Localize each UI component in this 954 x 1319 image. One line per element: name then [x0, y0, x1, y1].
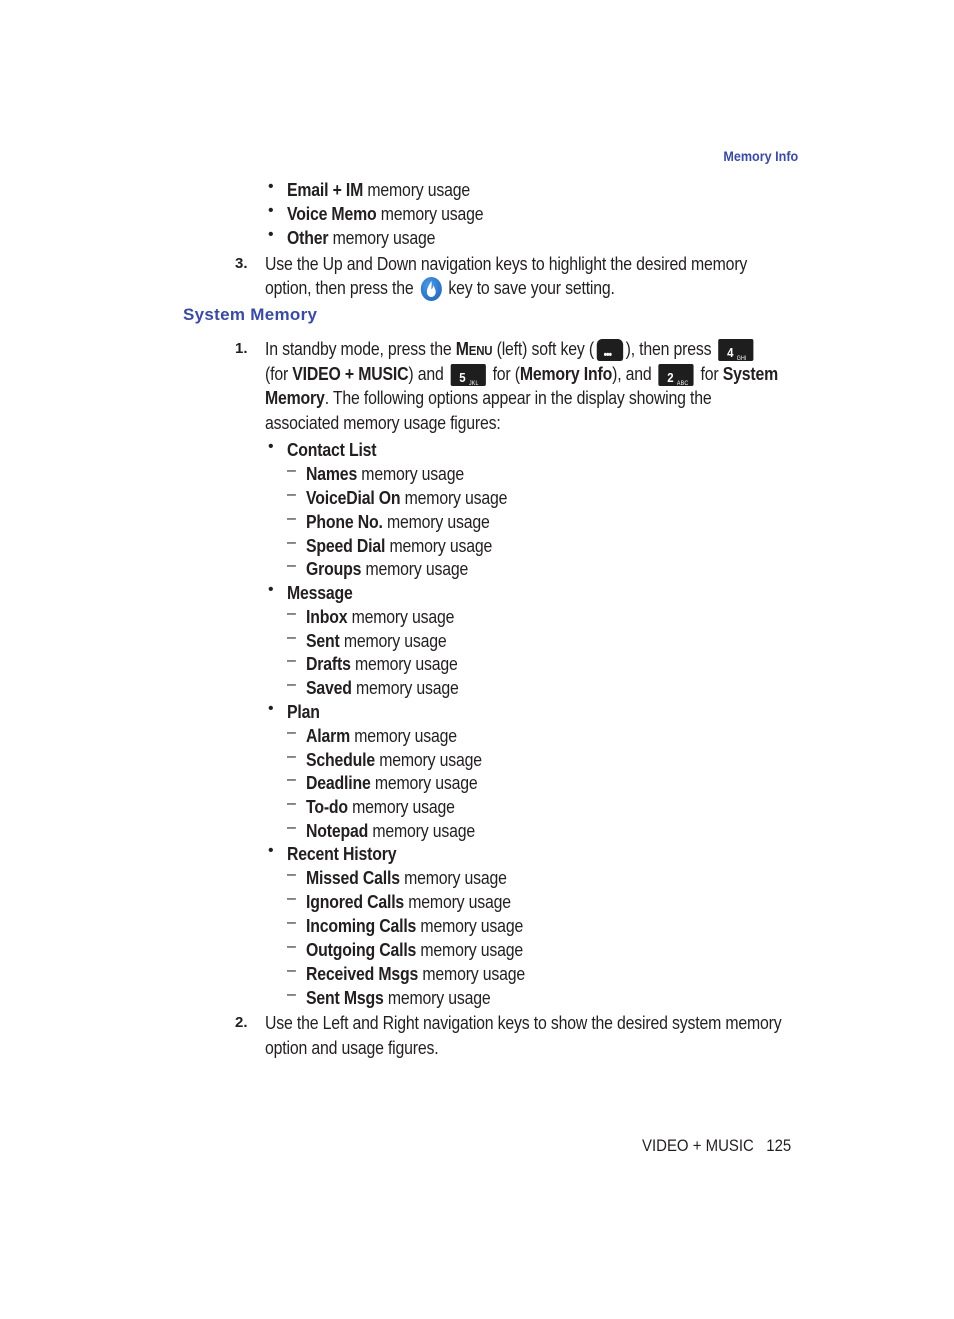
dash-icon: – — [287, 938, 296, 955]
dash-icon: – — [287, 676, 296, 693]
list-item: To-do memory usage — [306, 797, 455, 817]
list-item: Sent Msgs memory usage — [306, 988, 491, 1008]
page-number: 125 — [766, 1136, 792, 1155]
list-item: Alarm memory usage — [306, 726, 457, 746]
list-item: Received Msgs memory usage — [306, 964, 526, 984]
list-item: Inbox memory usage — [306, 607, 455, 627]
dash-icon: – — [287, 605, 296, 622]
list-item: Voice Memo memory usage — [287, 204, 484, 224]
list-item: Speed Dial memory usage — [306, 536, 493, 556]
section-title: System Memory — [183, 305, 318, 324]
list-item: Email + IM memory usage — [287, 180, 471, 200]
bullet-icon: • — [268, 178, 274, 195]
dash-icon: – — [287, 771, 296, 788]
list-item: Other memory usage — [287, 228, 436, 248]
bullet-icon: • — [268, 226, 274, 243]
list-item: Incoming Calls memory usage — [306, 916, 524, 936]
dash-icon: – — [287, 557, 296, 574]
bullet-icon: • — [268, 438, 274, 455]
dash-icon: – — [287, 652, 296, 669]
list-item: Deadline memory usage — [306, 773, 478, 793]
ok-key-icon — [420, 277, 441, 301]
running-header: Memory Info — [723, 148, 798, 164]
dash-icon: – — [287, 819, 296, 836]
dash-icon: – — [287, 914, 296, 931]
list-item: Groups memory usage — [306, 559, 469, 579]
key-4-icon: 4 GHI — [718, 339, 753, 361]
list-item: VoiceDial On memory usage — [306, 488, 508, 508]
step-number: 2. — [235, 1014, 248, 1031]
key-2-icon: 2 ABC — [658, 364, 693, 386]
left-soft-key-icon: ••• — [597, 339, 623, 361]
list-item: Notepad memory usage — [306, 821, 476, 841]
list-item: Sent memory usage — [306, 631, 447, 651]
dash-icon: – — [287, 986, 296, 1003]
dash-icon: – — [287, 724, 296, 741]
step-text-line: associated memory usage figures: — [265, 413, 501, 433]
dash-icon: – — [287, 748, 296, 765]
list-item: Missed Calls memory usage — [306, 868, 507, 888]
menu-key-label: Menu — [455, 339, 493, 359]
step-text-line: Use the Left and Right navigation keys to show the desired system memory — [265, 1013, 782, 1033]
dash-icon: – — [287, 890, 296, 907]
step-text-line: In standby mode, press the Menu (left) soft key ( ••• ), then press 4 GHI — [265, 337, 756, 361]
list-item: Saved memory usage — [306, 678, 459, 698]
step-number: 3. — [235, 255, 248, 272]
dash-icon: – — [287, 462, 296, 479]
list-item: Outgoing Calls memory usage — [306, 940, 524, 960]
group-title: Recent History — [287, 844, 397, 864]
group-title: Plan — [287, 702, 320, 722]
step-text-line: Use the Up and Down navigation keys to highlight the desired memory — [265, 254, 748, 274]
step-text-line: option and usage figures. — [265, 1038, 439, 1058]
list-item: Drafts memory usage — [306, 654, 458, 674]
dash-icon: – — [287, 866, 296, 883]
dash-icon: – — [287, 795, 296, 812]
step-text-line: option, then press the key to save your setting. — [265, 276, 615, 301]
list-item: Names memory usage — [306, 464, 464, 484]
bullet-icon: • — [268, 842, 274, 859]
page-footer — [642, 1136, 791, 1156]
list-item: Ignored Calls memory usage — [306, 892, 511, 912]
list-item: Phone No. memory usage — [306, 512, 490, 532]
dash-icon: – — [287, 629, 296, 646]
footer-section: VIDEO + MUSIC — [642, 1136, 754, 1155]
key-5-icon: 5 JKL — [451, 364, 486, 386]
list-item: Schedule memory usage — [306, 750, 482, 770]
step-text-line: (for VIDEO + MUSIC) and 5 JKL for (Memory Info), and 2 ABC for System — [265, 364, 779, 388]
group-title: Contact List — [287, 440, 377, 460]
dash-icon: – — [287, 962, 296, 979]
dash-icon: – — [287, 510, 296, 527]
bullet-icon: • — [268, 581, 274, 598]
group-title: Message — [287, 583, 353, 603]
bullet-icon: • — [268, 202, 274, 219]
dash-icon: – — [287, 534, 296, 551]
step-text-line: Memory. The following options appear in the display showing the — [265, 388, 712, 408]
step-number: 1. — [235, 340, 248, 357]
bullet-icon: • — [268, 700, 274, 717]
dash-icon: – — [287, 486, 296, 503]
